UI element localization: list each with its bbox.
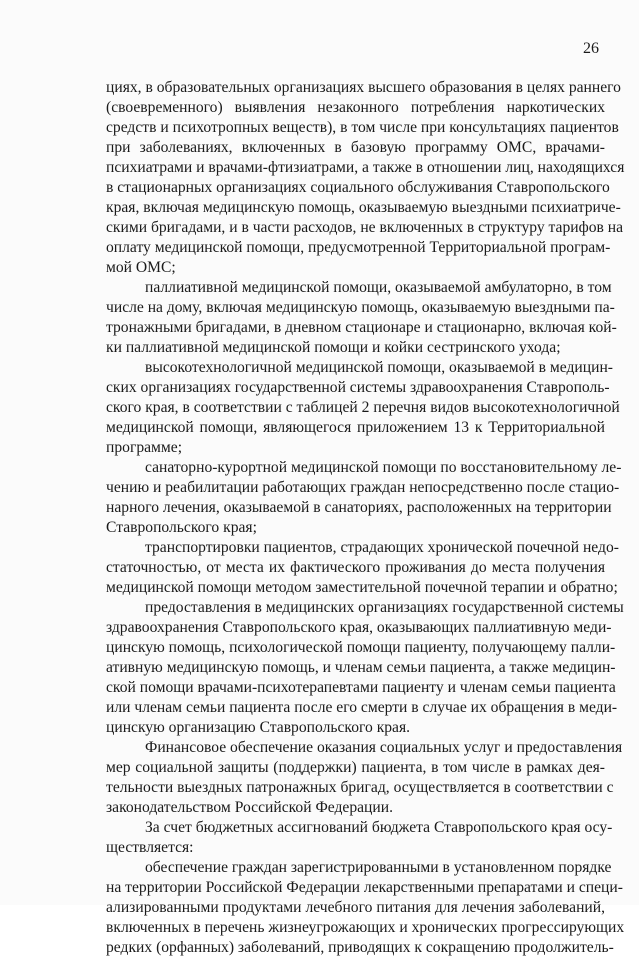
text-line: законодательством Российской Федерации.	[106, 799, 393, 816]
text-line: программе;	[106, 439, 183, 456]
text-line: предоставления в медицинских организациях государственной системы	[145, 599, 624, 616]
text-line: ской помощи врачами-психотерапевтами пациенту и членам семьи пациента	[106, 679, 616, 696]
text-line: Финансовое обеспечение оказания социальных услуг и предоставления	[145, 739, 623, 756]
text-line: ществляется:	[106, 839, 194, 856]
text-line: транспортировки пациентов, страдающих хронической почечной недо-	[145, 539, 619, 556]
text-line: тельности выездных патронажных бригад, осуществляется в соответствии с	[106, 779, 614, 796]
text-line: медицинской помощи, являющегося приложением 13 к Территориальной	[106, 419, 605, 436]
text-line: в стационарных организациях социального обслуживания Ставропольского	[106, 179, 610, 196]
text-line: на территории Российской Федерации лекарственными препаратами и специ-	[106, 879, 623, 896]
text-line: оплату медицинской помощи, предусмотренной Территориальной програм-	[106, 239, 611, 256]
text-line: обеспечение граждан зарегистрированными в установленном порядке	[145, 859, 612, 876]
text-line: ализированными продуктами лечебного питания для лечения заболеваний,	[106, 899, 605, 916]
text-line: ских организациях государственной системы здравоохранения Ставрополь-	[106, 379, 610, 396]
text-line: цинскую помощь, психологической помощи пациенту, получающему палли-	[106, 639, 616, 656]
text-line: статочностью, от места их фактического проживания до места получения	[106, 559, 605, 576]
text-line: паллиативной медицинской помощи, оказываемой амбулаторно, в том	[145, 279, 612, 296]
text-line: края, включая медицинскую помощь, оказываемую выездными психиатриче-	[106, 199, 621, 216]
text-line: или членам семьи пациента после его смерти в случае их обращения в меди-	[106, 699, 618, 716]
page-number: 26	[583, 40, 599, 57]
text-line: при заболеваниях, включенных в базовую программу ОМС, врачами-	[106, 139, 605, 156]
text-line: циях, в образовательных организациях высшего образования в целях раннего	[106, 79, 621, 96]
text-line: здравоохранения Ставропольского края, оказывающих паллиативную меди-	[106, 619, 612, 636]
text-line: мер социальной защиты (поддержки) пациента, в том числе в рамках дея-	[106, 759, 605, 776]
text-line: санаторно-курортной медицинской помощи по восстановительному ле-	[145, 459, 622, 476]
text-line: За счет бюджетных ассигнований бюджета Ставропольского края осу-	[145, 819, 613, 836]
text-line: редких (орфанных) заболеваний, приводящих к сокращению продолжитель-	[106, 939, 614, 956]
text-line: Ставропольского края;	[106, 519, 257, 536]
text-line: нарного лечения, оказываемой в санаториях, расположенных на территории	[106, 499, 612, 516]
text-line: ативную медицинскую помощь, и членам семьи пациента, а также медицин-	[106, 659, 616, 676]
text-line: включенных в перечень жизнеугрожающих и хронических прогрессирующих	[106, 919, 625, 936]
text-line: (своевременного) выявления незаконного потребления наркотических	[106, 99, 605, 116]
text-line: ки паллиативной медицинской помощи и койки сестринского ухода;	[106, 339, 561, 356]
text-line: медицинской помощи методом заместительной почечной терапии и обратно;	[106, 579, 618, 596]
text-line: скими бригадами, и в части расходов, не включенных в структуру тарифов на	[106, 219, 624, 236]
text-line: ского края, в соответствии с таблицей 2 перечня видов высокотехнологичной	[106, 399, 620, 416]
text-line: психиатрами и врачами-фтизиатрами, а также в отношении лиц, находящихся	[106, 159, 625, 176]
text-line: тронажными бригадами, в дневном стационаре и стационарно, включая кой-	[106, 319, 617, 336]
text-line: высокотехнологичной медицинской помощи, оказываемой в медицин-	[145, 359, 614, 376]
text-line: средств и психотропных веществ), в том числе при консультациях пациентов	[106, 119, 619, 136]
text-line: числе на дому, включая медицинскую помощь, оказываемую выездными па-	[106, 299, 615, 316]
text-line: мой ОМС;	[106, 259, 176, 276]
text-line: чению и реабилитации работающих граждан непосредственно после стацио-	[106, 479, 620, 496]
text-line: цинскую организацию Ставропольского края.	[106, 719, 411, 736]
